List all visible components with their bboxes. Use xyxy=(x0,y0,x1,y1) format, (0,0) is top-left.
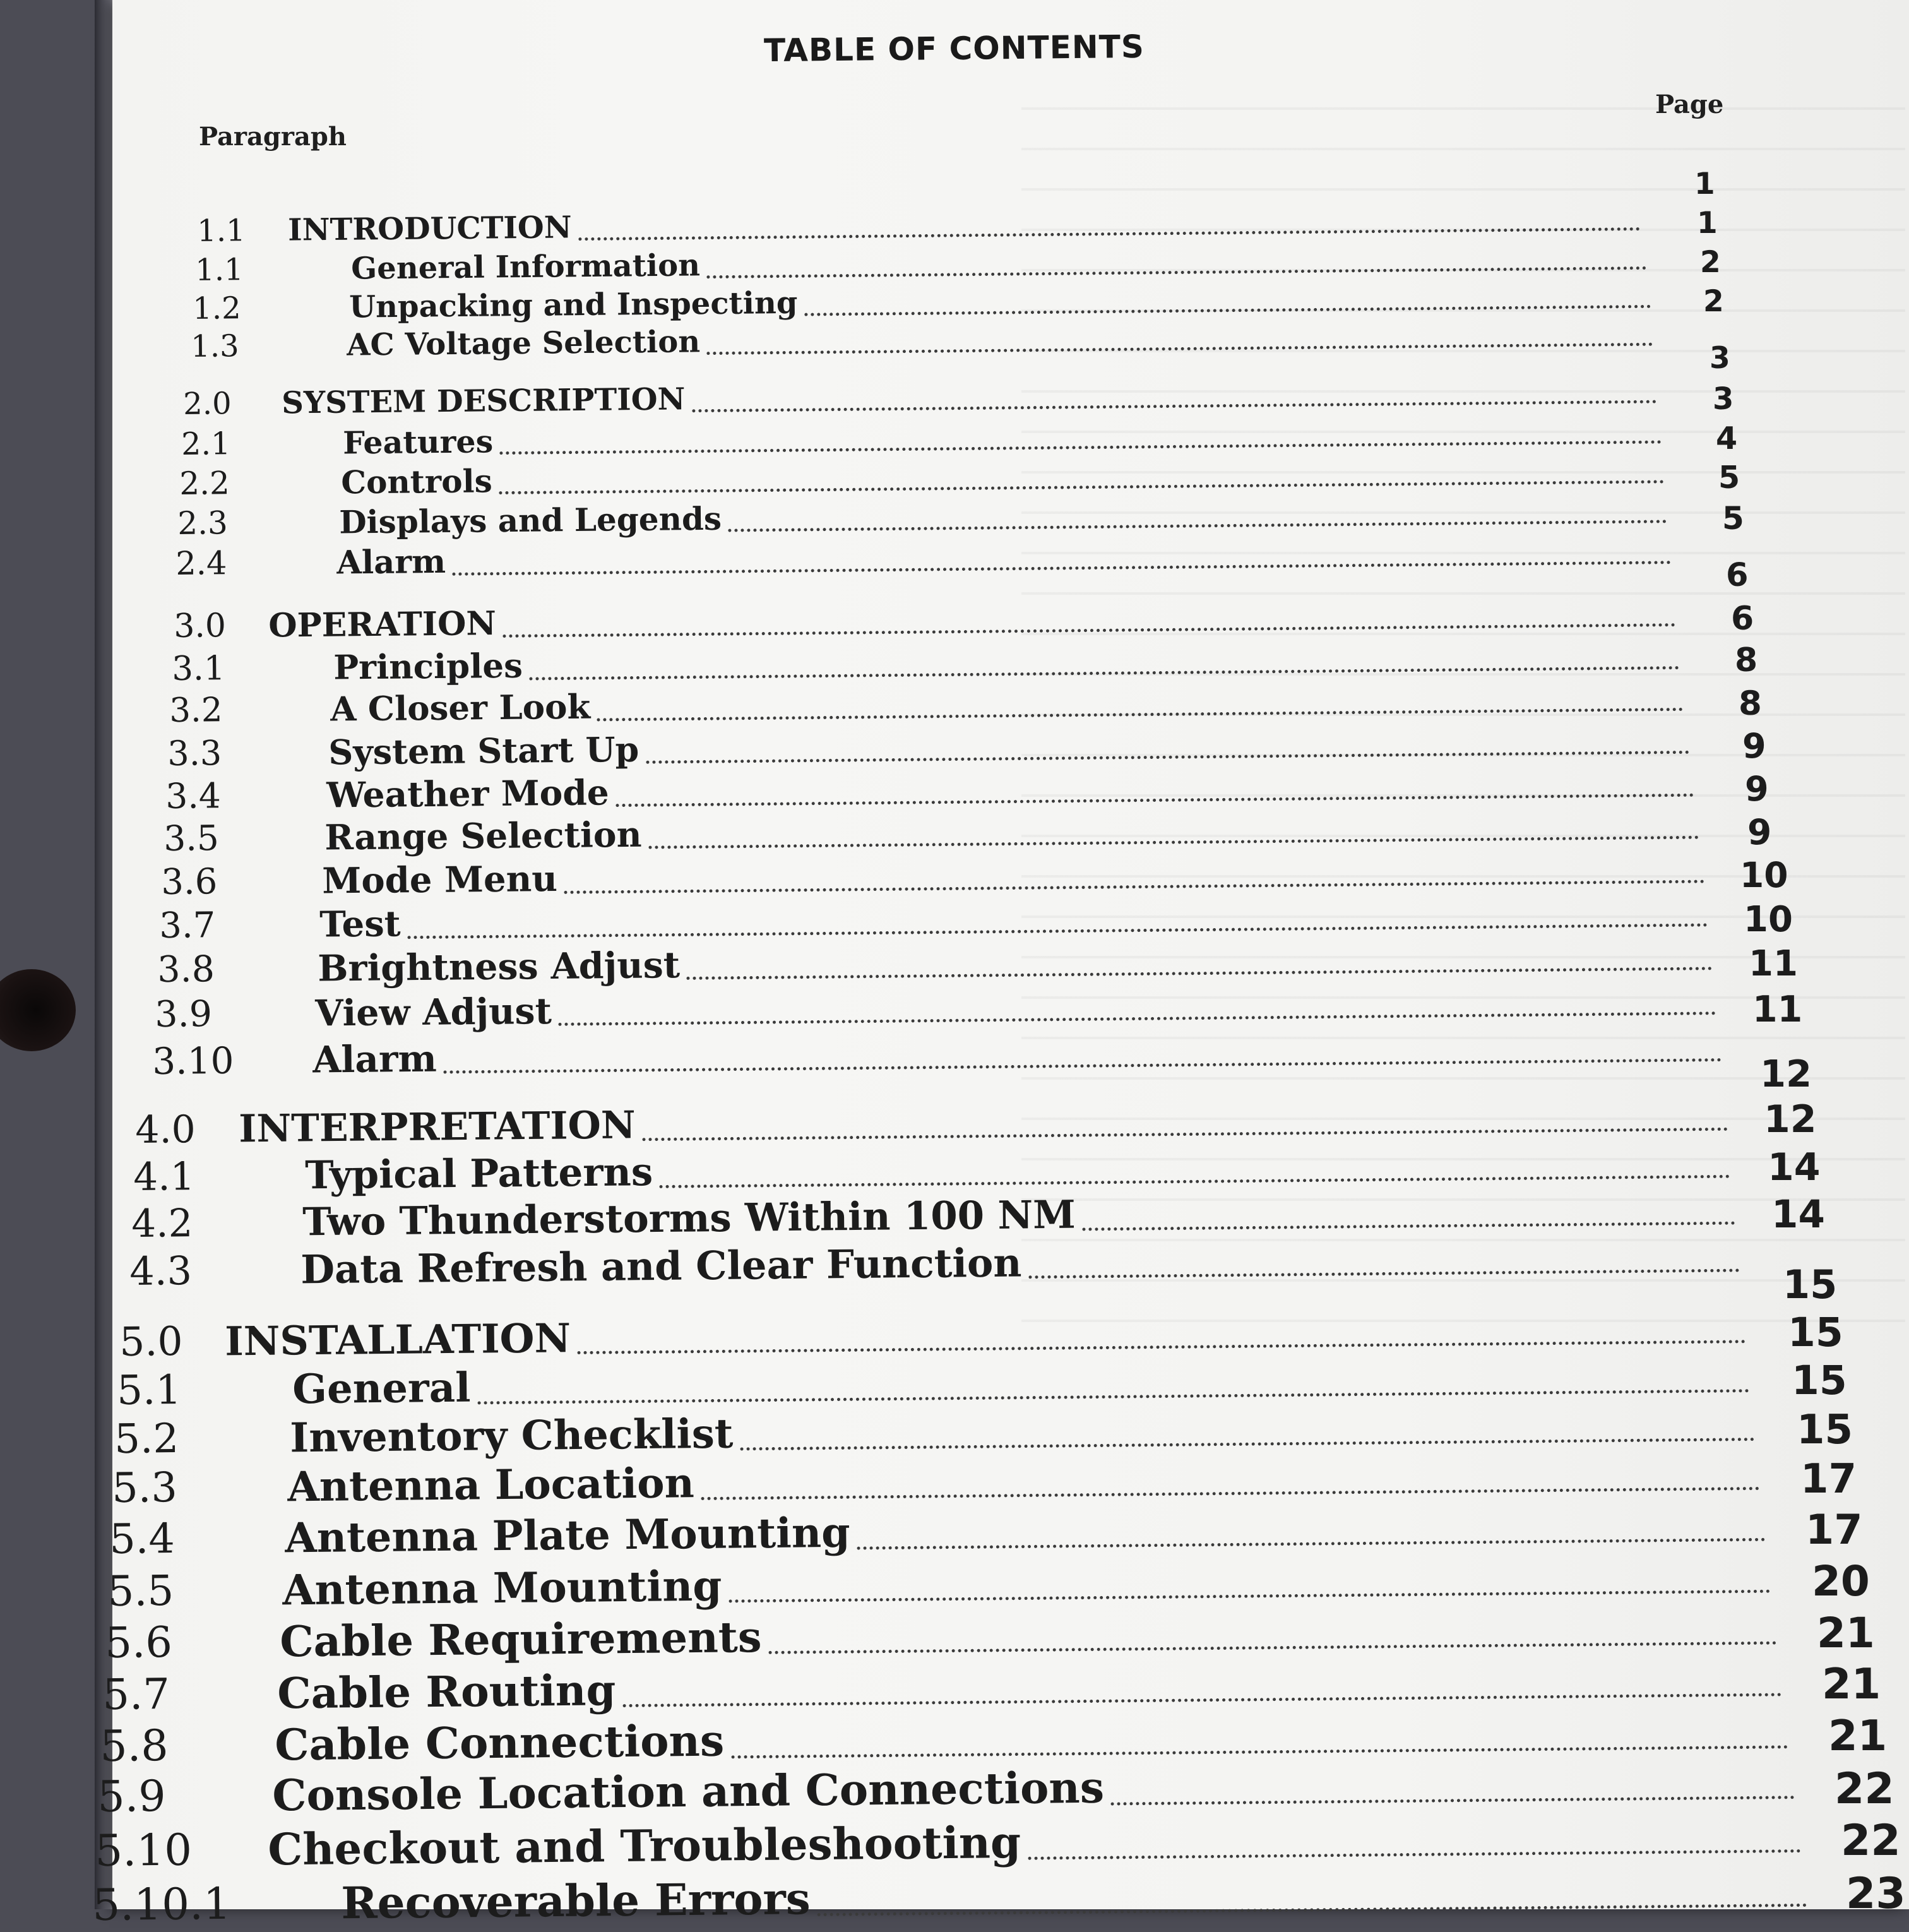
toc-entry-label: View Adjust xyxy=(314,989,552,1035)
dot-leader xyxy=(1082,1222,1735,1231)
toc-entry-number: 5.6 xyxy=(105,1617,173,1667)
toc-entry-number: 3.8 xyxy=(157,948,215,991)
toc-page-number: 3 xyxy=(1713,381,1734,417)
toc-entry-label: Range Selection xyxy=(324,813,642,858)
toc-entry-label: Controls xyxy=(340,462,492,501)
toc-page-number: 15 xyxy=(1792,1357,1847,1404)
dot-leader xyxy=(503,623,1676,638)
toc-page-number: 2 xyxy=(1703,284,1724,319)
toc-page-number: 9 xyxy=(1742,726,1766,766)
dot-leader xyxy=(578,227,1640,241)
toc-entry-number: 3.5 xyxy=(164,818,220,859)
toc-page-number: 9 xyxy=(1745,769,1769,809)
toc-entry-number: 4.3 xyxy=(129,1248,193,1294)
toc-entry-label: SYSTEM DESCRIPTION xyxy=(281,381,686,421)
toc-entry-label: Data Refresh and Clear Function xyxy=(300,1239,1022,1293)
toc-entry-label: Alarm xyxy=(336,542,446,582)
page-column-header: Page xyxy=(1655,90,1724,119)
toc-page-number: 15 xyxy=(1797,1407,1853,1453)
toc-page-number: 15 xyxy=(1788,1309,1843,1356)
page-title: TABLE OF CONTENTS xyxy=(763,28,1145,69)
toc-page-number: 15 xyxy=(1783,1261,1838,1308)
toc-entry-label: Features xyxy=(342,423,494,462)
toc-entry-number: 3.9 xyxy=(155,993,213,1035)
toc-entry-number: 5.0 xyxy=(119,1318,183,1365)
toc-page-number: 3 xyxy=(1710,341,1730,376)
toc-page-number: 8 xyxy=(1735,641,1758,679)
toc-entry-number: 3.3 xyxy=(167,733,222,773)
toc-entry-label: Displays and Legends xyxy=(338,499,722,541)
toc-entry-label: INTRODUCTION xyxy=(287,210,572,248)
toc-entry-number: 3.10 xyxy=(152,1039,234,1083)
toc-entry-label: Cable Requirements xyxy=(279,1612,762,1667)
toc-entry-label: Antenna Plate Mounting xyxy=(284,1508,850,1563)
toc-page-number: 22 xyxy=(1835,1764,1894,1814)
toc-entry-number: 4.1 xyxy=(133,1154,195,1200)
toc-entry-label: AC Voltage Selection xyxy=(346,324,701,363)
toc-page-number: 1 xyxy=(1694,167,1715,201)
toc-entry-number: 3.4 xyxy=(165,775,222,816)
toc-entry-label: System Start Up xyxy=(328,729,639,773)
dot-leader xyxy=(692,400,1656,413)
toc-entry-number: 5.9 xyxy=(97,1771,166,1822)
toc-entry-number: 5.3 xyxy=(112,1464,178,1512)
toc-page-number: 2 xyxy=(1700,245,1721,280)
toc-entry-label: Antenna Mounting xyxy=(282,1561,722,1615)
toc-page-number: 10 xyxy=(1740,855,1788,895)
toc-entry-label: Unpacking and Inspecting xyxy=(348,285,798,325)
dot-leader xyxy=(648,836,1699,849)
toc-entry-number: 2.0 xyxy=(183,386,232,422)
toc-entry-label: Test xyxy=(319,903,401,946)
toc-page-number: 11 xyxy=(1752,989,1803,1030)
toc-entry-number: 5.7 xyxy=(102,1669,170,1719)
toc-entry-label: Cable Connections xyxy=(274,1715,725,1771)
toc-entry-label: Recoverable Errors xyxy=(340,1873,811,1929)
dot-leader xyxy=(1028,1269,1739,1279)
toc-entry-number: 2.1 xyxy=(181,426,231,462)
toc-entry-label: Mode Menu xyxy=(321,857,558,902)
toc-entry-number: 2.4 xyxy=(175,545,227,583)
dot-leader xyxy=(804,305,1651,316)
toc-entry-number: 5.2 xyxy=(114,1416,179,1463)
toc-page-number: 11 xyxy=(1749,943,1798,984)
toc-entry-number: 1.2 xyxy=(193,290,241,326)
dot-leader xyxy=(559,1011,1716,1026)
toc-entry-number: 5.5 xyxy=(107,1566,174,1616)
toc-entry-label: Two Thunderstorms Within 100 NM xyxy=(302,1192,1076,1245)
toc-entry-label: INTERPRETATION xyxy=(238,1103,636,1152)
toc-page-number: 12 xyxy=(1760,1052,1812,1095)
toc-entry-label: Typical Patterns xyxy=(304,1150,653,1198)
toc-entry-number: 2.3 xyxy=(177,504,229,542)
toc-entry-number: 3.7 xyxy=(159,905,216,946)
toc-page-number: 5 xyxy=(1722,500,1744,537)
toc-page-number: 12 xyxy=(1764,1097,1817,1142)
toc-entry-number: 5.1 xyxy=(117,1367,182,1414)
toc-entry-label: General xyxy=(292,1364,471,1414)
toc-entry-label: Weather Mode xyxy=(326,772,610,816)
toc-page-number: 1 xyxy=(1697,206,1718,241)
toc-entry-label: Principles xyxy=(333,646,523,688)
dot-leader xyxy=(707,343,1653,355)
dot-leader xyxy=(597,708,1684,722)
toc-entry-label: Inventory Checklist xyxy=(289,1410,734,1462)
dot-leader xyxy=(687,967,1713,980)
toc-entry-number: 3.2 xyxy=(169,691,223,730)
toc-entry-label: Cable Routing xyxy=(277,1665,616,1719)
toc-entry-number: 4.0 xyxy=(135,1107,196,1152)
toc-entry-number: 3.6 xyxy=(161,861,218,903)
toc-entry-number: 3.1 xyxy=(172,649,225,688)
toc-page-number: 22 xyxy=(1841,1816,1901,1866)
toc-page-number: 21 xyxy=(1817,1609,1875,1657)
toc-page-number: 9 xyxy=(1747,812,1772,852)
dot-leader xyxy=(729,520,1667,532)
toc-entry-label: Brightness Adjust xyxy=(317,944,681,990)
dot-leader xyxy=(453,561,1672,576)
toc-page-number: 17 xyxy=(1800,1456,1857,1503)
toc-entry-label: Console Location and Connections xyxy=(271,1762,1105,1822)
toc-entry-number: 5.10 xyxy=(95,1825,193,1876)
toc-entry-number: 3.0 xyxy=(174,607,227,645)
toc-entry-number: 2.2 xyxy=(179,465,230,502)
toc-page-number: 6 xyxy=(1726,557,1749,594)
toc-entry-label: Checkout and Troubleshooting xyxy=(267,1816,1021,1876)
toc-page-number: 5 xyxy=(1718,460,1740,496)
dot-leader xyxy=(818,1904,1807,1916)
toc-entry-label: Antenna Location xyxy=(287,1459,695,1512)
paragraph-column-header: Paragraph xyxy=(199,122,347,152)
toc-page-number: 21 xyxy=(1822,1659,1881,1708)
toc-entry-number: 5.8 xyxy=(100,1720,169,1772)
dot-leader xyxy=(707,266,1647,278)
toc-entry-number: 4.2 xyxy=(131,1201,193,1246)
toc-page-number: 8 xyxy=(1739,684,1762,723)
trailing-page-number: 23 xyxy=(1846,1869,1906,1919)
toc-page-number: 14 xyxy=(1768,1145,1821,1190)
toc-entry-label: Alarm xyxy=(312,1037,437,1082)
toc-page-number: 6 xyxy=(1731,600,1754,638)
toc-entry-number: 5.4 xyxy=(109,1515,175,1563)
toc-entry-label: A Closer Look xyxy=(330,687,591,729)
toc-entry-number: 1.1 xyxy=(197,213,246,249)
toc-page-number: 21 xyxy=(1828,1711,1888,1760)
toc-entry-number: 1.1 xyxy=(195,252,244,288)
toc-entry-label: OPERATION xyxy=(268,604,497,645)
toc-page-number: 4 xyxy=(1716,420,1738,456)
toc-page-number: 14 xyxy=(1771,1192,1825,1237)
toc-page-number: 17 xyxy=(1805,1506,1863,1554)
toc-entry-number: 5.10.1 xyxy=(92,1878,232,1931)
toc-page-number: 10 xyxy=(1744,899,1793,940)
toc-entry-label: General Information xyxy=(350,247,701,287)
toc-entry-label: INSTALLATION xyxy=(224,1315,571,1365)
dot-leader xyxy=(646,751,1689,764)
toc-page-number: 20 xyxy=(1812,1557,1870,1606)
toc-entry-number: 1.3 xyxy=(191,328,239,364)
